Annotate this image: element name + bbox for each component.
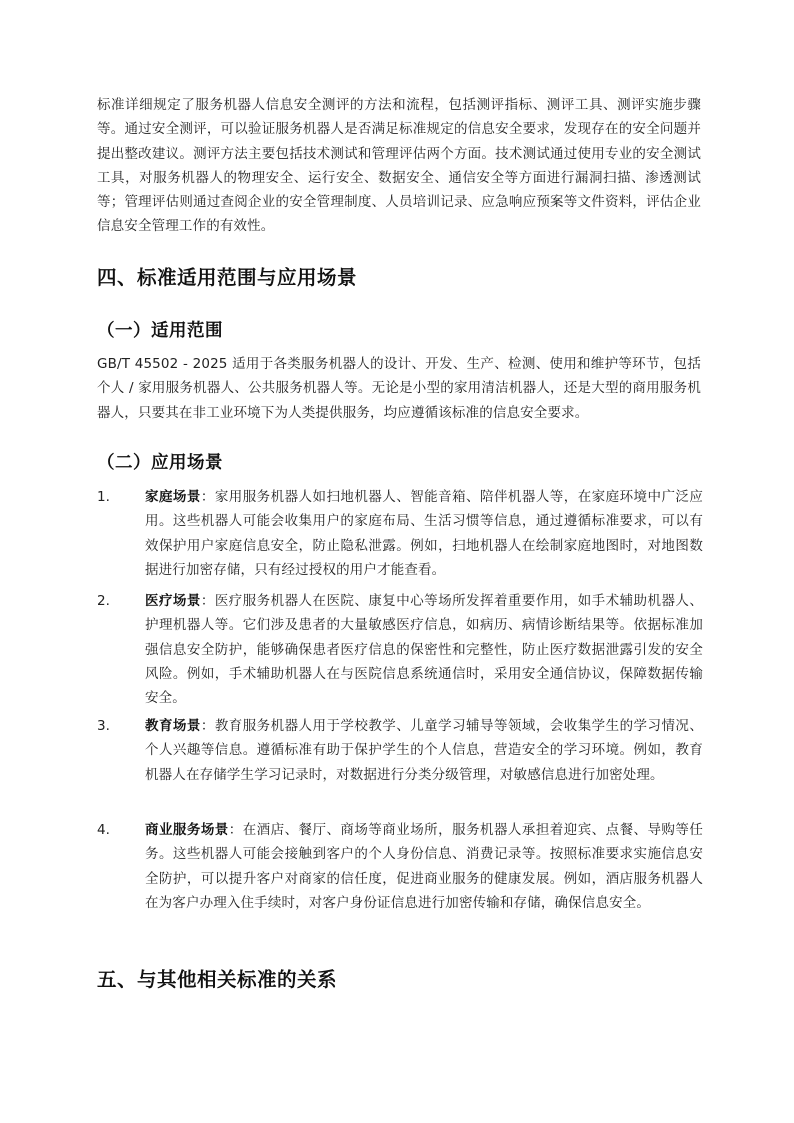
scope-paragraph: GB/T 45502 - 2025 适用于各类服务机器人的设计、开发、生产、检测、使用和维护等环节，包括个人 / 家用服务机器人、公共服务机器人等。无论是小型的家用清洁机器人，还是大型的商用服务机器人，只要其在非工业环境下为人类提供服务，均应遵循该标准的信息安全要求。	[97, 356, 701, 421]
list-item-number: 2.	[97, 593, 110, 609]
list-item-separator: ：	[200, 718, 215, 734]
list-item-text	[145, 714, 703, 787]
list-item-separator: ：	[200, 593, 215, 609]
list-item-label: 医疗场景	[145, 593, 201, 609]
list-item-text	[145, 485, 703, 582]
list-item-separator: ：	[200, 489, 215, 505]
list-item-body: 在酒店、餐厅、商场等商业场所，服务机器人承担着迎宾、点餐、导购等任务。这些机器人可能会接触到客户的个人身份信息、消费记录等。按照标准要求实施信息安全防护，可以提升客户对商家的信任度，促进商业服务的健康发展。例如，酒店服务机器人在为客户办理入住手续时，对客户身份证信息进行加密传输和存储，确保信息安全。	[145, 822, 704, 911]
list-item-number: 4.	[97, 822, 110, 838]
section4-heading: 四、标准适用范围与应用场景	[97, 266, 358, 289]
scope-heading: （一）适用范围	[97, 321, 223, 341]
list-item-body: 教育服务机器人用于学校教学、儿童学习辅导等领域，会收集学生的学习情况、个人兴趣等信息。遵循标准有助于保护学生的个人信息，营造安全的学习环境。例如，教育机器人在存储学生学习记录时，对数据进行分类分级管理，对敏感信息进行加密处理。	[145, 718, 704, 783]
list-item-text	[145, 589, 703, 710]
list-item-label: 教育场景	[145, 718, 201, 734]
list-item-separator: ：	[228, 822, 243, 838]
list-item-body: 家用服务机器人如扫地机器人、智能音箱、陪伴机器人等，在家庭环境中广泛应用。这些机器人可能会收集用户的家庭布局、生活习惯等信息，通过遵循标准要求，可以有效保护用户家庭信息安全，防止隐私泄露。例如，扫地机器人在绘制家庭地图时，对地图数据进行加密存储，只有经过授权的用户才能查看。	[145, 489, 704, 578]
list-item-body: 医疗服务机器人在医院、康复中心等场所发挥着重要作用，如手术辅助机器人、护理机器人等。它们涉及患者的大量敏感医疗信息，如病历、病情诊断结果等。依据标准加强信息安全防护，能够确保患者医疗信息的保密性和完整性，防止医疗数据泄露引发的安全风险。例如，手术辅助机器人在与医院信息系统通信时，采用安全通信协议，保障数据传输安全。	[145, 593, 704, 707]
scenarios-heading: （二）应用场景	[97, 453, 223, 473]
list-item-label: 商业服务场景	[145, 822, 229, 838]
list-item-number: 1.	[97, 489, 110, 505]
list-item-number: 3.	[97, 718, 110, 734]
list-item-label: 家庭场景	[145, 489, 201, 505]
list-item-text	[145, 818, 703, 915]
intro-paragraph: 标准详细规定了服务机器人信息安全测评的方法和流程，包括测评指标、测评工具、测评实施步骤等。通过安全测评，可以验证服务机器人是否满足标准规定的信息安全要求，发现存在的安全问题并提出整改建议。测评方法主要包括技术测试和管理评估两个方面。技术测试通过使用专业的安全测试工具，对服务机器人的物理安全、运行安全、数据安全、通信安全等方面进行漏洞扫描、渗透测试等；管理评估则通过查阅企业的安全管理制度、人员培训记录、应急响应预案等文件资料，评估企业信息安全管理工作的有效性。	[97, 97, 701, 235]
section5-heading: 五、与其他相关标准的关系	[97, 968, 338, 991]
